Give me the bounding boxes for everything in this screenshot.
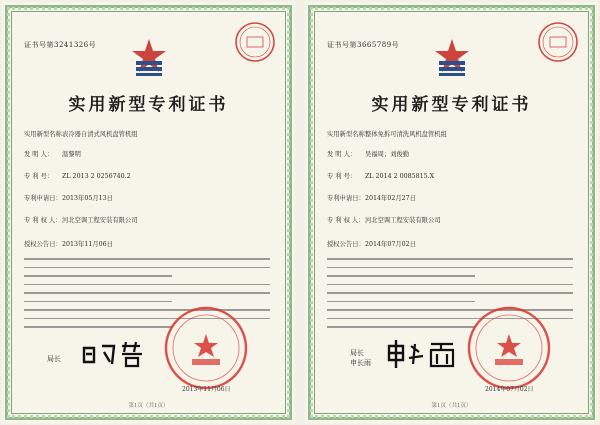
field-patent-number: 专 利 号： ZL 2013 2 0256740.2 <box>24 173 131 180</box>
field-inventor: 发 明 人： 温黎明 <box>24 151 81 158</box>
chief-label: 局长 <box>47 355 61 363</box>
seal-date: 2013年11月06日 <box>182 386 231 393</box>
corner-stamp-icon <box>536 20 580 64</box>
official-seal-icon <box>465 304 553 392</box>
field-patentee: 专 利 权 人：河北空调工程安装有限公司 <box>24 217 138 224</box>
chief-name: 申长雨 <box>350 359 371 367</box>
field-grant-date: 授权公告日：2013年11月06日 <box>24 241 113 248</box>
field-patentee: 专 利 权 人：河北空调工程安装有限公司 <box>327 217 441 224</box>
certificate-number: 证书号第3241326号 <box>24 41 97 49</box>
official-seal-icon <box>162 304 250 392</box>
field-utility-model-name: 实用新型名称：表冷器自清式风机盘管机组 <box>24 131 138 138</box>
certificate-right <box>305 2 598 423</box>
field-application-date: 专利申请日：2013年05月13日 <box>24 195 113 202</box>
field-inventor: 发 明 人： 吴福周；刘俊勤 <box>327 151 410 158</box>
certificate-number: 证书号第3665789号 <box>327 41 400 49</box>
corner-stamp-icon <box>233 20 277 64</box>
field-patent-number: 专 利 号： ZL 2014 2 0085815.X <box>327 173 435 180</box>
field-grant-date: 授权公告日：2014年07月02日 <box>327 241 416 248</box>
certificate-title: 实用新型专利证书 <box>371 95 532 115</box>
certificate-left <box>2 2 295 423</box>
patent-office-emblem-icon <box>126 35 172 81</box>
field-utility-model-name: 实用新型名称：整体免拆可清洗风机盘管机组 <box>327 131 447 138</box>
certificate-title: 实用新型专利证书 <box>68 95 229 115</box>
commissioner-signature <box>80 338 158 370</box>
patent-office-emblem-icon <box>429 35 475 81</box>
page-number: 第1页（共1页） <box>128 403 169 409</box>
chief-label: 局长 <box>350 349 364 357</box>
field-application-date: 专利申请日：2014年02月27日 <box>327 195 416 202</box>
seal-date: 2014年07月02日 <box>485 386 534 393</box>
page-number: 第1页（共1页） <box>431 403 472 409</box>
commissioner-signature <box>383 338 461 370</box>
